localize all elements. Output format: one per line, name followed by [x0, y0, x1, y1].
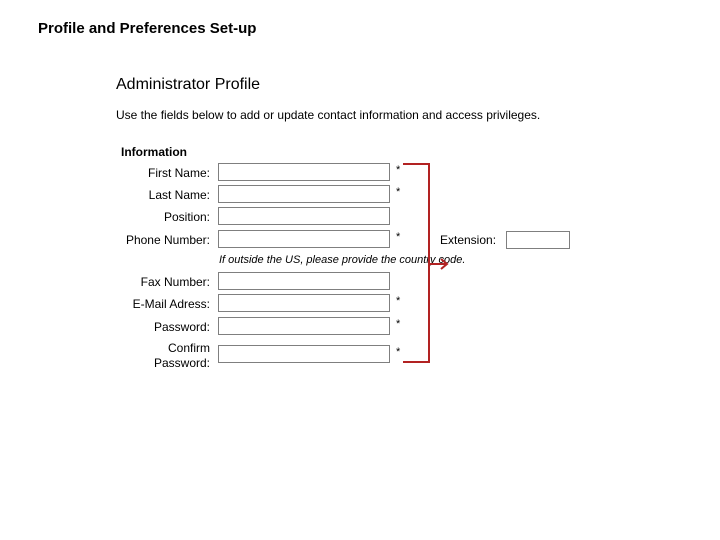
last-name-label: Last Name: — [148, 188, 210, 202]
required-fields-bracket — [395, 160, 455, 366]
phone-number-required-marker: * — [396, 231, 401, 243]
extension-label: Extension: — [440, 233, 497, 247]
bracket-path — [403, 164, 429, 362]
fax-number-input[interactable] — [218, 272, 390, 290]
phone-number-input[interactable] — [218, 230, 390, 248]
confirm-password-required-marker: * — [396, 346, 401, 358]
phone-number-label: Phone Number: — [125, 233, 210, 247]
form-title: Administrator Profile — [116, 76, 261, 93]
email-input[interactable] — [218, 294, 390, 312]
extension-input[interactable] — [506, 231, 570, 249]
confirm-password-label-line2: Password: — [153, 356, 210, 370]
password-label: Password: — [153, 320, 210, 334]
position-input[interactable] — [218, 207, 390, 225]
email-required-marker: * — [396, 295, 401, 307]
information-section-label: Information — [121, 145, 187, 159]
password-input[interactable] — [218, 317, 390, 335]
form-instructions: Use the fields below to add or update contact information and access privileges. — [116, 108, 541, 122]
password-required-marker: * — [396, 318, 401, 330]
first-name-required-marker: * — [396, 164, 401, 176]
confirm-password-label-line1: Confirm — [167, 341, 210, 355]
first-name-label: First Name: — [147, 166, 210, 180]
email-label: E-Mail Adress: — [132, 297, 210, 311]
bracket-arrow — [429, 259, 447, 269]
page-title: Profile and Preferences Set-up — [38, 20, 257, 37]
last-name-input[interactable] — [218, 185, 390, 203]
phone-hint-text: If outside the US, please provide the country code. — [219, 254, 466, 266]
confirm-password-input[interactable] — [218, 345, 390, 363]
first-name-input[interactable] — [218, 163, 390, 181]
fax-number-label: Fax Number: — [140, 275, 210, 289]
last-name-required-marker: * — [396, 186, 401, 198]
position-label: Position: — [163, 210, 210, 224]
